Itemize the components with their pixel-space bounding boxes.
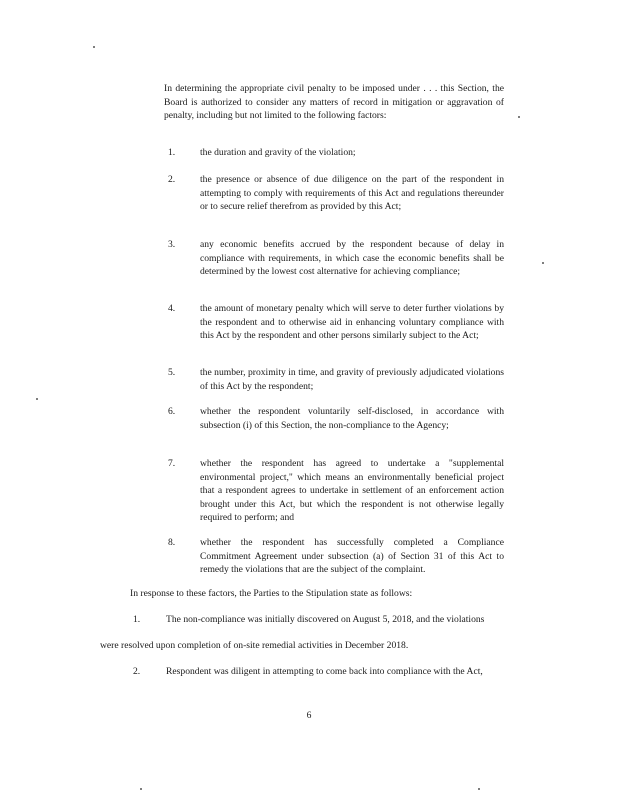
scan-speck <box>36 398 38 400</box>
factor-text: whether the respondent voluntarily self-disclosed, in accordance with subsection (i) of this Section, the non-compliance to the Agency; <box>200 406 504 431</box>
factor-text: the number, proximity in time, and gravity of previously adjudicated violations of this Act by the respondent; <box>200 367 504 392</box>
factor-text: the presence or absence of due diligence on the part of the respondent in attempting to comply with requirements of this Act and regulations thereunder or to secure relief therefrom as provided by this Act; <box>200 174 504 213</box>
factor-text: any economic benefits accrued by the respondent because of delay in compliance with requirements, in which case the economic benefits shall be determined by the lowest cost alternative for achieving compliance; <box>200 239 504 278</box>
factor-text: whether the respondent has successfully completed a Compliance Commitment Agreement under subsection (a) of Section 31 of this Act to remedy the violations that are the subject of the complaint. <box>200 537 504 576</box>
scan-speck <box>542 262 544 264</box>
intro-paragraph: In determining the appropriate civil penalty to be imposed under . . . this Section, the Board is authorized to consider any matters of record in mitigation or aggravation of penalty, including but not limited to the following factors: <box>164 83 504 122</box>
factor-number: 7. <box>168 458 176 469</box>
scan-speck <box>93 46 95 48</box>
response-continuation: were resolved upon completion of on-site remedial activities in December 2018. <box>100 640 409 651</box>
factor-number: 3. <box>168 239 176 250</box>
factor-number: 5. <box>168 367 176 378</box>
factor-text: whether the respondent has agreed to undertake a "supplemental environmental project," which means an environmentally beneficial project that a respondent agrees to undertake in settlement of an enforcement action brought under this Act, but which the respondent is not otherwise legally required to perform; and <box>200 458 504 524</box>
response-number: 1. <box>133 614 141 625</box>
factor-number: 2. <box>168 174 176 185</box>
response-first-line: Respondent was diligent in attempting to come back into compliance with the Act, <box>166 666 483 677</box>
scan-speck <box>518 116 520 118</box>
response-number: 2. <box>133 666 141 677</box>
scan-speck <box>478 788 480 790</box>
factor-number: 6. <box>168 406 176 417</box>
page-number: 6 <box>306 710 312 721</box>
response-first-line: The non-compliance was initially discovered on August 5, 2018, and the violations <box>166 614 485 625</box>
factor-number: 8. <box>168 537 176 548</box>
factor-number: 1. <box>168 147 176 158</box>
factor-number: 4. <box>168 303 176 314</box>
response-intro: In response to these factors, the Parties to the Stipulation state as follows: <box>130 588 413 599</box>
factor-text: the duration and gravity of the violation; <box>200 147 356 158</box>
scan-speck <box>140 788 142 790</box>
factor-text: the amount of monetary penalty which will serve to deter further violations by the respondent and to otherwise aid in enhancing voluntary compliance with this Act by the respondent and other persons similarly subject to the Act; <box>200 303 504 342</box>
